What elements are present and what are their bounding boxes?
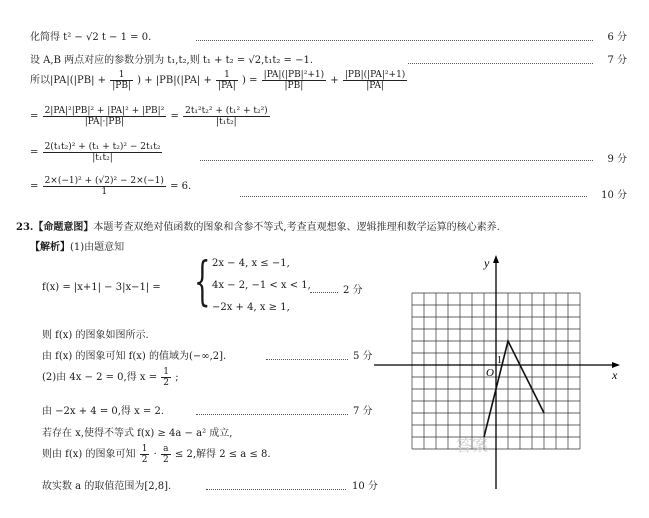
fraction-1-over-pb (110, 70, 133, 91)
q23-intent (16, 218, 500, 233)
frac-den: 1 (101, 187, 108, 197)
leader-dots (196, 40, 593, 41)
text-params: 设 A,B 两点对应的参数分别为 t₁,t₂,则 t₁ + t₂ = √2,t₁t₂ = −1. (30, 55, 314, 66)
fraction-q (161, 444, 171, 465)
score-6: 6 分 (607, 32, 627, 43)
frac-den: |t₁t₂| (92, 153, 113, 163)
leader-dots (240, 196, 587, 197)
case-3: −2x + 4, x ≥ 1, (212, 302, 290, 313)
case-2: 4x − 2, −1 < x < 1, (212, 280, 311, 291)
jiexi-label: 【解析】 (30, 242, 70, 253)
score-7b: 7 分 (353, 406, 373, 417)
fraction-b (343, 70, 407, 91)
frac-num: 1 (110, 70, 133, 81)
line-p2d (42, 444, 271, 465)
leader-dots (206, 489, 346, 490)
function-graph (372, 253, 624, 491)
line-params (30, 51, 313, 66)
line-expand (30, 106, 271, 127)
fraction-d (183, 106, 270, 127)
one-tick-label: 1 (497, 355, 502, 366)
score-2: 2 分 (343, 285, 363, 296)
frac-den: 2 (141, 455, 148, 465)
expr-eq: = (30, 111, 39, 122)
expr-mid: ) + |PB|(|PA| + (137, 75, 212, 86)
expr-prefix: 所以|PA|(|PB| + (30, 75, 107, 86)
leader-dots (408, 63, 593, 64)
p2d-text-c: ≤ 2,解得 2 ≤ a ≤ 8. (174, 449, 271, 460)
line-p2b: 由 −2x + 4 = 0,得 x = 2. (42, 406, 165, 417)
leader-dots (310, 292, 338, 293)
expr-eq: ) = (242, 75, 258, 86)
frac-den: |PA| (218, 81, 236, 91)
frac-num: 1 (163, 367, 170, 377)
frac-num: |PA|(|PB|²+1) (263, 70, 325, 80)
p2a-end: ; (175, 372, 179, 383)
result-value: = 6. (170, 181, 192, 192)
fx-definition (42, 282, 161, 293)
line-simplify (30, 28, 151, 43)
line-p2e: 故实数 a 的取值范围为[2,8]. (42, 481, 172, 492)
watermark: 答案 (456, 436, 489, 455)
fraction-1-over-pa (216, 70, 238, 91)
line-substitute (30, 142, 163, 163)
line-p2a (42, 367, 179, 388)
frac-num: 2|PA|²|PB|² + |PA|² + |PB|² (44, 106, 165, 116)
frac-num: a (161, 444, 171, 455)
leader-dots (200, 160, 593, 161)
frac-num: 2(t₁t₂)² + (t₁ + t₂)² − 2t₁t₂ (44, 142, 161, 152)
expr-plus: + (330, 75, 339, 86)
x-axis-label: x (612, 368, 618, 382)
frac-den: |PB| (112, 81, 131, 91)
line-result (30, 176, 191, 197)
q23-text: 本题考查双绝对值函数的图象和含参不等式,考查直观想象、逻辑推理和数学运算的核心素养. (93, 222, 500, 233)
p2a-text: (2)由 4x − 2 = 0,得 x = (42, 372, 158, 383)
q23-label: 23.【命题意图】 (16, 222, 94, 233)
fraction-half (161, 367, 171, 388)
score-10b: 10 分 (352, 481, 378, 492)
jiexi-text: (1)由题意知 (70, 242, 125, 253)
frac-den: |t₁t₂| (216, 117, 237, 127)
score-10: 10 分 (601, 190, 627, 201)
line-sum-expression (30, 70, 408, 91)
frac-den: |PB| (284, 81, 304, 91)
fx-def-text: f(x) = |x+1| − 3|x−1| = (42, 282, 161, 293)
case-1: 2x − 4, x ≤ −1, (212, 258, 290, 269)
frac-den: 2 (163, 378, 170, 388)
origin-label: O (486, 367, 494, 379)
expr-eq: = (30, 181, 39, 192)
frac-den: |PA| (366, 81, 384, 91)
frac-den: 2 (163, 455, 169, 465)
frac-num: 1 (216, 70, 238, 81)
fraction-c (43, 106, 167, 127)
frac-den: |PA|·|PB| (84, 117, 125, 127)
expr-eq: = (30, 147, 39, 158)
frac-num: |PB|(|PA|²+1) (344, 70, 406, 80)
frac-num: 2t₁²t₂² + (t₁² + t₂²) (185, 106, 268, 116)
fraction-a (262, 70, 326, 91)
jiexi-line (30, 238, 124, 253)
fraction-e (43, 142, 163, 163)
text-simplify: 化简得 t² − √2 t − 1 = 0. (30, 32, 152, 43)
line-graph-shown: 则 f(x) 的图象如图所示. (42, 330, 149, 341)
frac-num: 2×(−1)² + (√2)² − 2×(−1) (44, 176, 164, 186)
line-range: 由 f(x) 的图象可知 f(x) 的值域为(−∞,2]. (42, 351, 227, 362)
fraction-f (43, 176, 166, 197)
expr-eq: = (170, 111, 179, 122)
p2d-dot: · (153, 449, 157, 460)
piecewise-brace: { (194, 252, 211, 312)
y-axis-label: y (484, 256, 490, 270)
fraction-p (140, 444, 150, 465)
frac-num: 1 (141, 444, 148, 454)
axes (374, 255, 620, 489)
p2d-text-a: 则由 f(x) 的图象可知 (42, 449, 136, 460)
leader-dots (196, 414, 348, 415)
y-axis-arrow (493, 255, 499, 263)
leader-dots (266, 359, 348, 360)
score-7: 7 分 (607, 55, 627, 66)
score-5: 5 分 (353, 351, 373, 362)
score-9: 9 分 (607, 154, 627, 165)
line-p2c: 若存在 x,使得不等式 f(x) ≥ 4a − a² 成立, (42, 428, 233, 439)
